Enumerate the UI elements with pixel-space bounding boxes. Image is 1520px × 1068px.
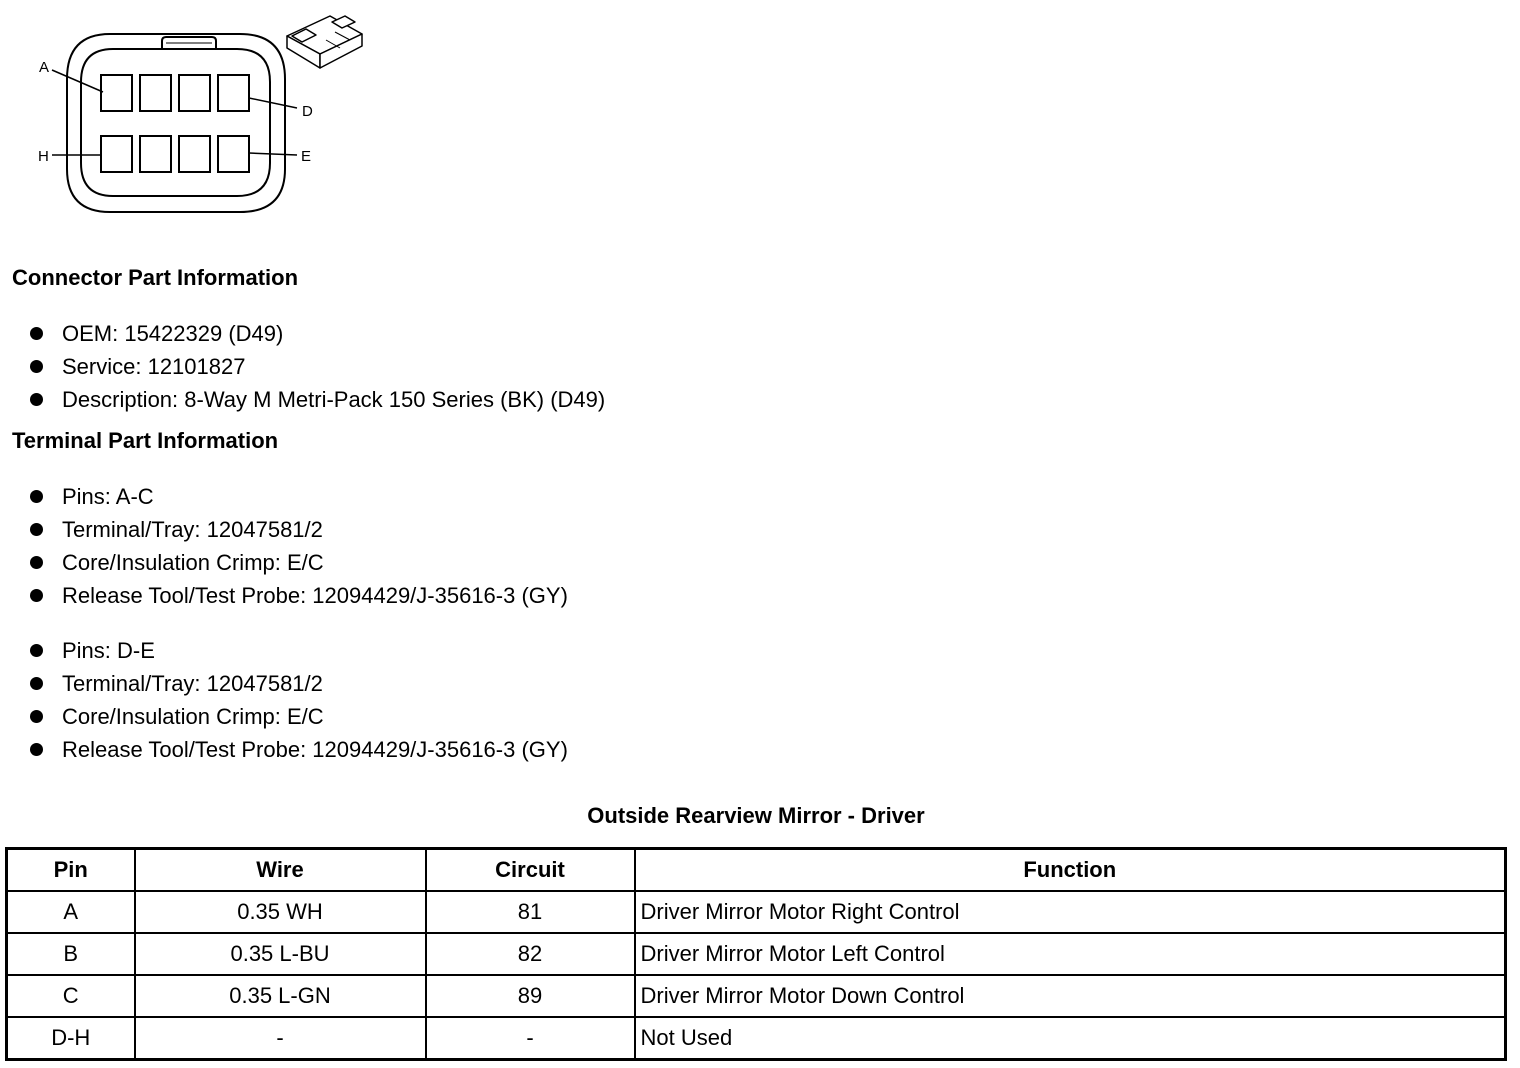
cell-wire: 0.35 L-GN bbox=[135, 975, 426, 1017]
connector-diagram bbox=[0, 0, 380, 225]
cavity-b bbox=[140, 75, 171, 111]
cavity-d bbox=[218, 75, 249, 111]
list-item: Terminal/Tray: 12047581/2 bbox=[30, 513, 568, 546]
cavity-a bbox=[101, 75, 132, 111]
list-item: OEM: 15422329 (D49) bbox=[30, 317, 605, 350]
table-title: Outside Rearview Mirror - Driver bbox=[587, 803, 925, 828]
pin-label-h: H bbox=[38, 148, 49, 165]
terminal-info-list-a-c bbox=[30, 480, 568, 612]
cell-wire: - bbox=[135, 1017, 426, 1060]
connector-info-heading: Connector Part Information bbox=[12, 265, 299, 290]
list-item: Core/Insulation Crimp: E/C bbox=[30, 546, 568, 579]
column-header-wire: Wire bbox=[135, 849, 426, 892]
table-row bbox=[7, 933, 1506, 975]
cavity-e bbox=[218, 136, 249, 172]
cavity-f bbox=[179, 136, 210, 172]
table-row bbox=[7, 975, 1506, 1017]
connector-housing-outer bbox=[67, 34, 285, 212]
table-row bbox=[7, 891, 1506, 933]
leader-e bbox=[249, 153, 297, 155]
connector-info-list bbox=[30, 317, 605, 416]
cell-pin: D-H bbox=[7, 1017, 135, 1060]
pin-label-e: E bbox=[301, 148, 312, 165]
table-row bbox=[7, 1017, 1506, 1060]
cell-function: Driver Mirror Motor Right Control bbox=[635, 891, 1506, 933]
connector-housing-inner bbox=[81, 49, 270, 196]
cell-circuit: 81 bbox=[426, 891, 635, 933]
cavity-g bbox=[140, 136, 171, 172]
column-header-circuit: Circuit bbox=[426, 849, 635, 892]
list-item: Pins: D-E bbox=[30, 634, 568, 667]
cell-circuit: - bbox=[426, 1017, 635, 1060]
cell-wire: 0.35 L-BU bbox=[135, 933, 426, 975]
cell-function: Driver Mirror Motor Left Control bbox=[635, 933, 1506, 975]
cavity-c bbox=[179, 75, 210, 111]
list-item: Description: 8-Way M Metri-Pack 150 Series (BK) (D49) bbox=[30, 383, 605, 416]
cell-pin: B bbox=[7, 933, 135, 975]
cell-wire: 0.35 WH bbox=[135, 891, 426, 933]
cell-circuit: 82 bbox=[426, 933, 635, 975]
cavity-h bbox=[101, 136, 132, 172]
pin-label-d: D bbox=[302, 103, 313, 120]
connector-thumbnail-icon bbox=[287, 16, 362, 68]
leader-a bbox=[52, 70, 103, 92]
pin-label-a: A bbox=[39, 59, 50, 76]
cell-function: Driver Mirror Motor Down Control bbox=[635, 975, 1506, 1017]
list-item: Release Tool/Test Probe: 12094429/J-35616-3 (GY) bbox=[30, 579, 568, 612]
leader-d bbox=[249, 98, 297, 108]
list-item: Release Tool/Test Probe: 12094429/J-35616-3 (GY) bbox=[30, 733, 568, 766]
cell-pin: C bbox=[7, 975, 135, 1017]
list-item: Pins: A-C bbox=[30, 480, 568, 513]
cell-function: Not Used bbox=[635, 1017, 1506, 1060]
terminal-info-heading: Terminal Part Information bbox=[12, 428, 279, 453]
column-header-pin: Pin bbox=[7, 849, 135, 892]
pinout-table bbox=[5, 847, 1507, 1061]
list-item: Core/Insulation Crimp: E/C bbox=[30, 700, 568, 733]
terminal-info-list-d-e bbox=[30, 634, 568, 766]
cell-pin: A bbox=[7, 891, 135, 933]
list-item: Service: 12101827 bbox=[30, 350, 605, 383]
cell-circuit: 89 bbox=[426, 975, 635, 1017]
table-header-row bbox=[7, 849, 1506, 892]
list-item: Terminal/Tray: 12047581/2 bbox=[30, 667, 568, 700]
column-header-function: Function bbox=[635, 849, 1506, 892]
